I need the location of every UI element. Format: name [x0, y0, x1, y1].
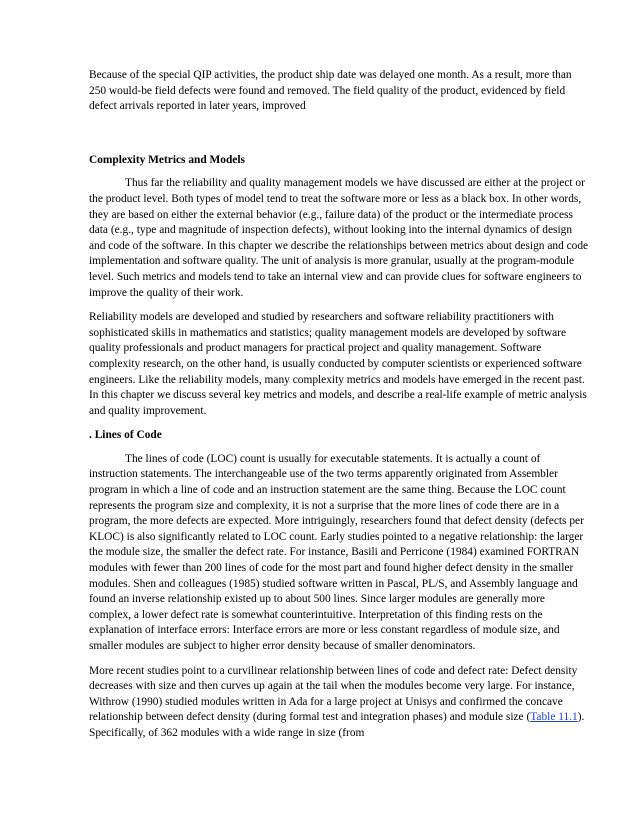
- section-paragraph-1: Thus far the reliability and quality management models we have discussed are either at the project or the product level. Both types of model tend to treat the software more or less as a black box. In other words, they are based on either the external behavior (e.g., failure data) of the product or the intermediate process data (e.g., type and magnitude of inspection defects), without looking into the internal dynamics of design and code of the software. In this chapter we describe the relationships between metrics about design and code implementation and software quality. The unit of analysis is more granular, usually at the program-module level. Such metrics and models tend to take an internal view and can provide clues for software engineers to improve the quality of their work.: [89, 177, 589, 299]
- intro-paragraph: Because of the special QIP activities, the product ship date was delayed one month. As a result, more than 250 would-be field defects were found and removed. The field quality of the product, evidenced by field defect arrivals reported in later years, improved: [89, 69, 572, 113]
- loc-paragraph-2-text-after: ). Specifically, of 362 modules with a wide range in size (from: [89, 711, 585, 739]
- loc-paragraph-2-text-before: More recent studies point to a curvilinear relationship between lines of code and defect rate: Defect density decreases with size and then curves up again at the tail when the modules become very large. For instance, Withrow (1990) studied modules written in Ada for a large project at Unisys and confirmed the concave relationship between defect density (during formal test and integration phases) and module size (: [89, 664, 578, 724]
- table-11-1-link[interactable]: Table 11.1: [530, 711, 578, 724]
- document-body: [89, 68, 589, 742]
- loc-paragraph-1: The lines of code (LOC) count is usually for executable statements. It is actually a count of instruction statements. The interchangeable use of the two terms apparently originated from Assembler program in which a line of code and an instruction statement are the same thing. Because the LOC count represents the program size and complexity, it is not a surprise that the more lines of code there are in a program, the more defects are expected. More intriguingly, researchers found that defect density (defects per KLOC) is also significantly related to LOC count. Early studies pointed to a negative relationship: the larger the module size, the smaller the defect rate. For instance, Basili and Perricone (1984) examined FORTRAN modules with fewer than 200 lines of code for the most part and found higher defect density in the smaller modules. Shen and colleagues (1985) studied software written in Pascal, PL/S, and Assembly language and found an inverse relationship existed up to about 500 lines. Since larger modules are generally more complex, a lower defect rate is somewhat counterintuitive. Interpretation of this finding rests on the explanation of interface errors: Interface errors are more or less constant regardless of module size, and smaller modules are subject to higher error density because of smaller denominators.: [89, 452, 584, 652]
- section-heading: Complexity Metrics and Models: [89, 153, 245, 166]
- section-paragraph-2: Reliability models are developed and studied by researchers and software reliability practitioners with sophisticated skills in mathematics and statistics; quality management models are developed by software quality professionals and product managers for practical project and quality management. Software complexity research, on the other hand, is usually conducted by computer scientists or experienced software engineers. Like the reliability models, many complexity metrics and models have emerged in the recent past. In this chapter we discuss several key metrics and models, and describe a real-life example of metric analysis and quality improvement.: [89, 311, 587, 417]
- loc-paragraph-2: [89, 664, 589, 742]
- subsection-heading: . Lines of Code: [89, 429, 162, 442]
